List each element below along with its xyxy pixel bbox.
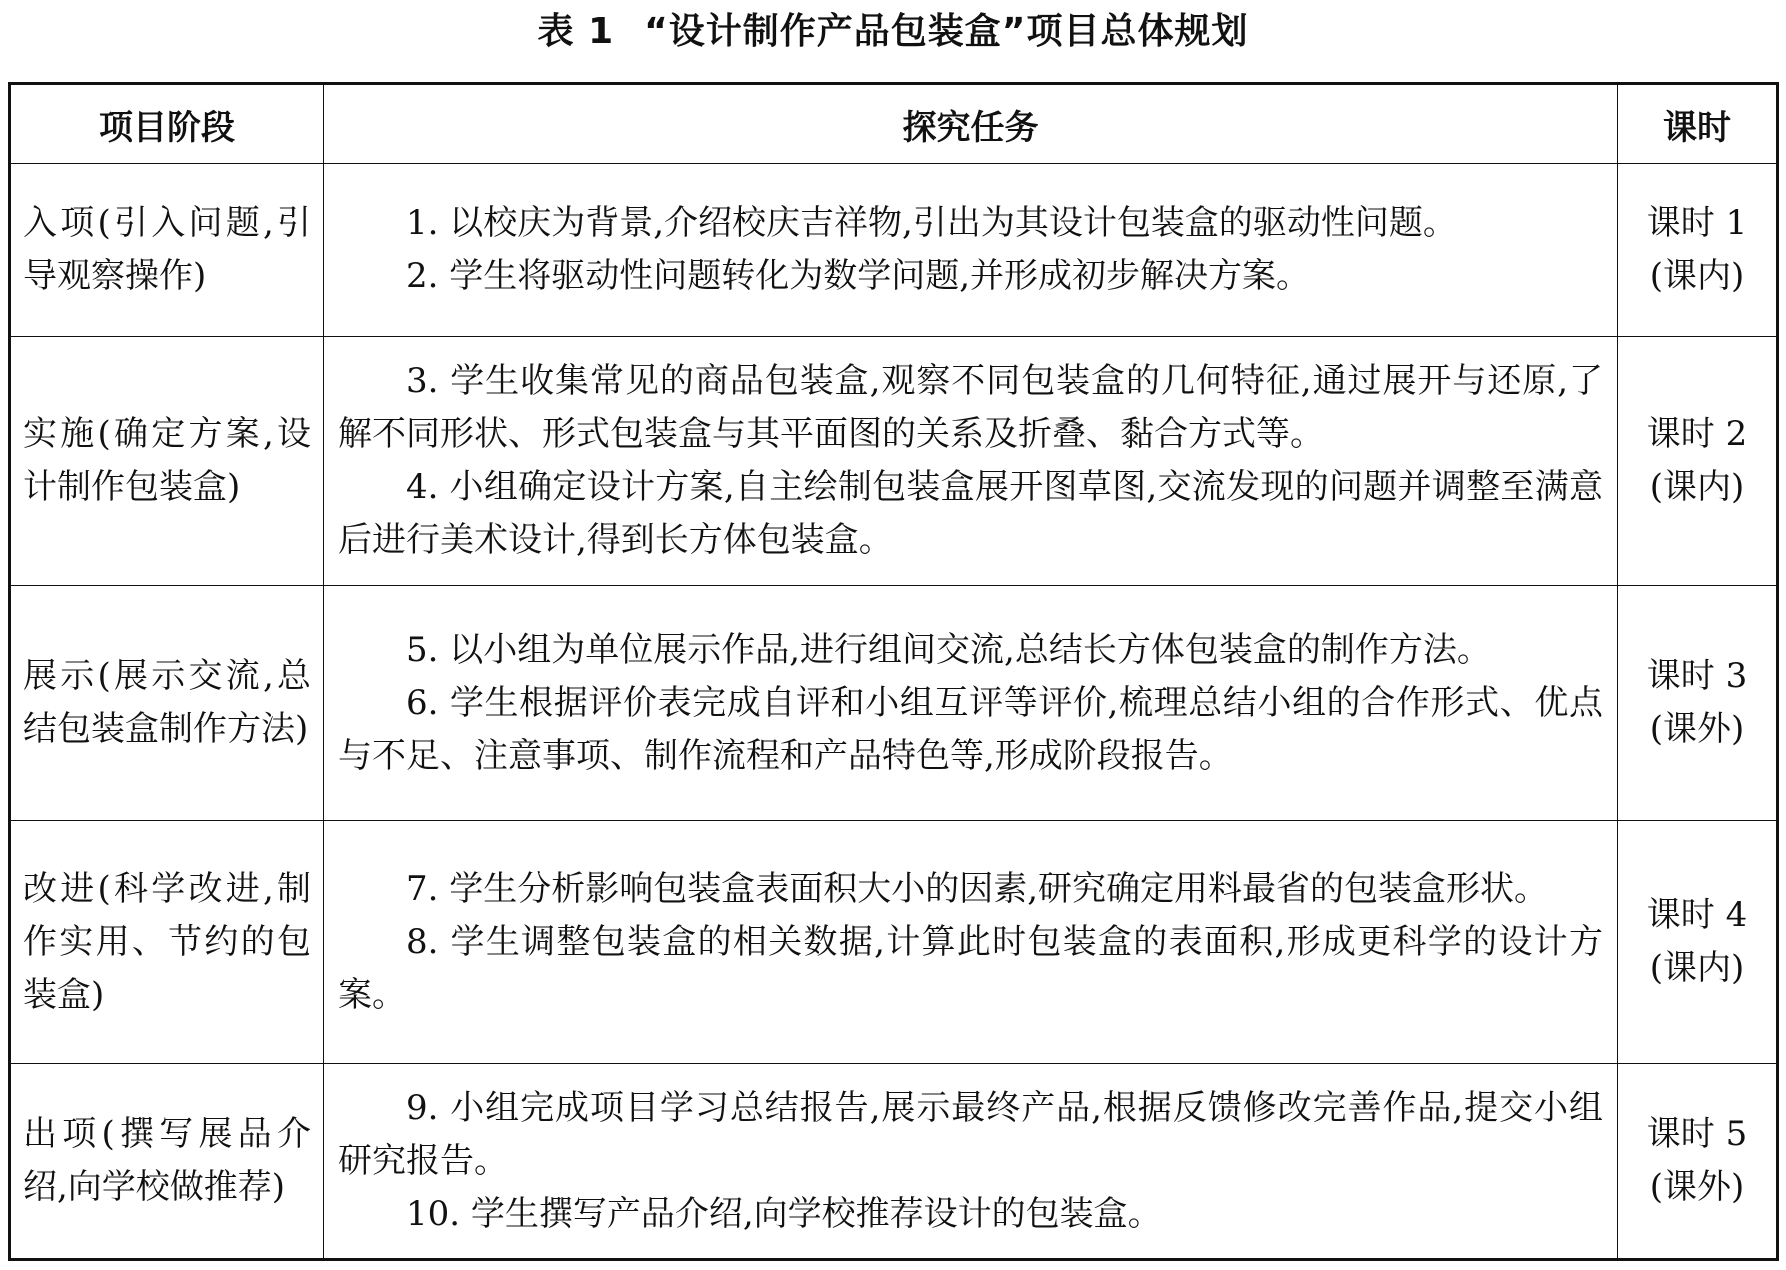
task-item: 10. 学生撰写产品介绍,向学校推荐设计的包装盒。 (406, 1193, 1162, 1234)
task-item: 3. 学生收集常见的商品包装盒,观察不同包装盒的几何特征,通过展开与还原,了解不同形状、形式包装盒与其平面图的关系及折叠、黏合方式等。 (338, 361, 1603, 454)
hours-type: (课内) (1649, 467, 1745, 507)
stage-cell: 展示(展示交流,总结包装盒制作方法) (10, 586, 324, 821)
table-row (10, 164, 1778, 337)
hours-cell (1618, 164, 1778, 337)
task-item: 6. 学生根据评价表完成自评和小组互评等评价,梳理总结小组的合作形式、优点与不足、注意事项、制作流程和产品特色等,形成阶段报告。 (338, 682, 1603, 776)
header-tasks: 探究任务 (324, 84, 1618, 164)
table-row (10, 1064, 1778, 1260)
hours-type: (课外) (1649, 709, 1745, 749)
task-item: 9. 小组完成项目学习总结报告,展示最终产品,根据反馈修改完善作品,提交小组研究报告。 (338, 1087, 1603, 1181)
hours-label: 课时 1 (1646, 203, 1748, 243)
hours-label: 课时 4 (1646, 895, 1748, 935)
task-item: 4. 小组确定设计方案,自主绘制包装盒展开图草图,交流发现的问题并调整至满意后进行美术设计,得到长方体包装盒。 (338, 467, 1603, 560)
table-row (10, 821, 1778, 1064)
hours-cell (1618, 821, 1778, 1064)
stage-cell: 出项(撰写展品介绍,向学校做推荐) (10, 1064, 324, 1260)
task-item: 2. 学生将驱动性问题转化为数学问题,并形成初步解决方案。 (406, 256, 1311, 296)
stage-cell: 实施(确定方案,设计制作包装盒) (10, 337, 324, 586)
table-header-row (10, 84, 1778, 164)
task-item: 8. 学生调整包装盒的相关数据,计算此时包装盒的表面积,形成更科学的设计方案。 (338, 921, 1603, 1015)
task-item: 7. 学生分析影响包装盒表面积大小的因素,研究确定用料最省的包装盒形状。 (406, 868, 1549, 909)
task-item: 1. 以校庆为背景,介绍校庆吉祥物,引出为其设计包装盒的驱动性问题。 (406, 203, 1457, 243)
tasks-cell (324, 821, 1618, 1064)
table-title: “设计制作产品包装盒”项目总体规划 (644, 11, 1249, 52)
header-hours: 课时 (1618, 84, 1778, 164)
hours-type: (课内) (1649, 256, 1745, 296)
hours-cell (1618, 1064, 1778, 1260)
tasks-cell (324, 337, 1618, 586)
tasks-cell (324, 1064, 1618, 1260)
tasks-cell (324, 164, 1618, 337)
stage-cell: 改进(科学改进,制作实用、节约的包装盒) (10, 821, 324, 1064)
hours-type: (课外) (1649, 1167, 1745, 1207)
header-stage: 项目阶段 (10, 84, 324, 164)
hours-label: 课时 5 (1646, 1114, 1748, 1154)
hours-cell (1618, 337, 1778, 586)
tasks-cell (324, 586, 1618, 821)
hours-type: (课内) (1649, 948, 1745, 988)
project-plan-table (8, 82, 1779, 1261)
table-caption (0, 8, 1786, 56)
table-number: 表 1 (537, 11, 615, 52)
table-row (10, 586, 1778, 821)
task-item: 5. 以小组为单位展示作品,进行组间交流,总结长方体包装盒的制作方法。 (406, 629, 1491, 670)
table-row (10, 337, 1778, 586)
stage-cell: 入项(引入问题,引导观察操作) (10, 164, 324, 337)
hours-label: 课时 3 (1646, 656, 1748, 696)
hours-label: 课时 2 (1646, 414, 1748, 454)
hours-cell (1618, 586, 1778, 821)
